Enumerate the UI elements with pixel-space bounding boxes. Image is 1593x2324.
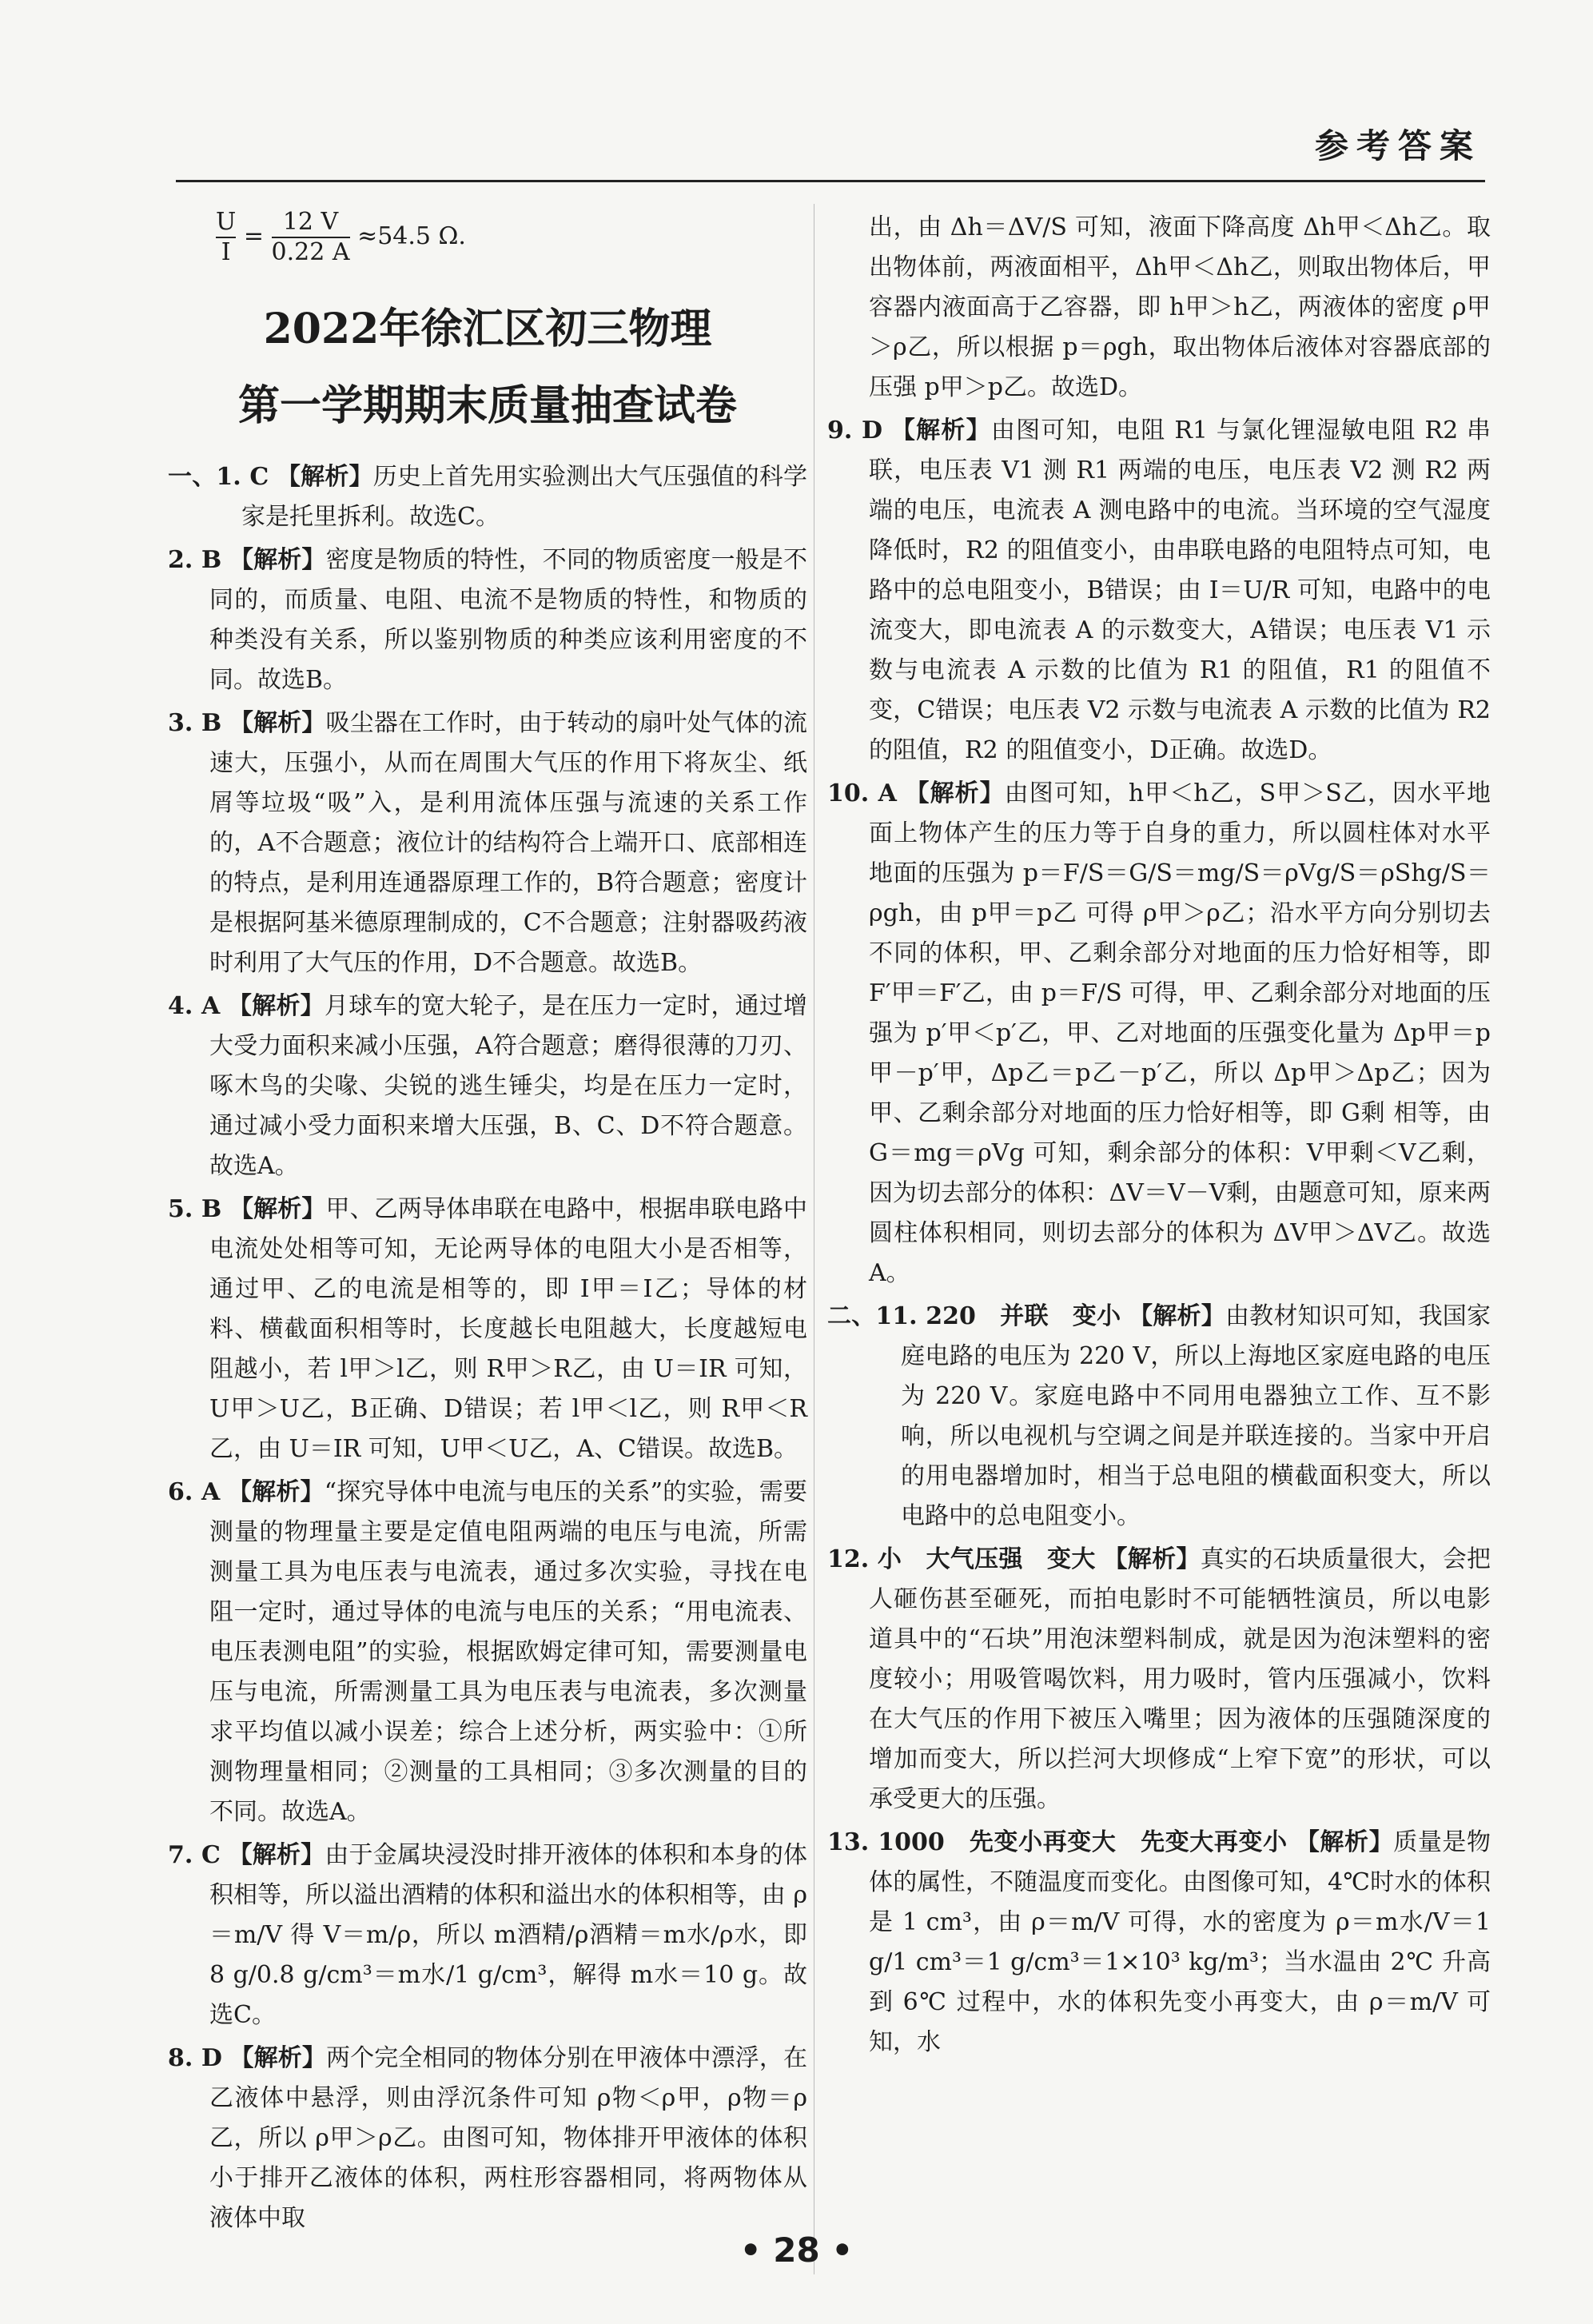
formula-lhs: $\frac{U}{I}$: [216, 208, 237, 266]
answer-text: 两个完全相同的物体分别在甲液体中漂浮，在乙液体中悬浮，则由浮沉条件可知 ρ物＜ρ甲，ρ物＝ρ乙，所以 ρ甲＞ρ乙。由图可知，物体排开甲液体的体积小于排开乙液体的体积，两柱形容器相同，将两物体从液体中取: [209, 2044, 808, 2232]
answer-number: 二、11. 220 并联 变小: [827, 1302, 1121, 1330]
answer-number: 3. B: [168, 709, 222, 737]
answer-text: 密度是物质的特性，不同的物质密度一般是不同的，而质量、电阻、电流不是物质的特性，和物质的种类没有关系，所以鉴别物质的种类应该利用密度的不同。故选B。: [209, 546, 808, 694]
answer-number: 13. 1000 先变小再变大 先变大再变小: [827, 1828, 1288, 1856]
answer-text: 由图可知，电阻 R1 与氯化锂湿敏电阻 R2 串联，电压表 V1 测 R1 两端的电压，电压表 V2 测 R2 两端的电压，电流表 A 测电路中的电流。当环境的空气湿度降低时，R2 的阻值变小，由串联电路的电阻特点可知，电路中的总电阻变小，B错误；由 I＝U/R 可知，电路中的电流变大，即电流表 A 的示数变大，A错误；电压表 V1 示数与电流表 A 示数的比值为 R1 的阻值，R1 的阻值不变，C错误；电压表 V2 示数与电流表 A 示数的比值为 R2 的阻值，R2 的阻值变小，D正确。故选D。: [869, 417, 1491, 764]
answer-text: 由图可知，h甲＜h乙，S甲＞S乙，因水平地面上物体产生的压力等于自身的重力，所以圆柱体对水平地面的压强为 p＝F/S＝G/S＝mg/S＝ρVg/S＝ρShg/S＝ρgh，由 p甲＝p乙 可得 ρ甲＞ρ乙；沿水平方向分别切去不同的体积，甲、乙剩余部分对地面的压力恰好相等，即 F′甲＝F′乙，由 p＝F/S 可得，甲、乙剩余部分对地面的压强为 p′甲＜p′乙，甲、乙对地面的压强变化量为 Δp甲＝p甲－p′甲，Δp乙＝p乙－p′乙，所以 Δp甲＞Δp乙；因为甲、乙剩余部分对地面的压力恰好相等，即 G剩 相等，由 G＝mg＝ρVg 可知，剩余部分的体积：V甲剩＜V乙剩，因为切去部分的体积：ΔV＝V－V剩，由题意可知，原来两圆柱体积相同，则切去部分的体积为 ΔV甲＞ΔV乙。故选A。: [869, 779, 1491, 1287]
analysis-tag: 【解析】: [228, 1841, 325, 1869]
answer-item: [168, 987, 807, 1186]
left-answer-list: [168, 457, 807, 2238]
answer-item: [168, 457, 807, 537]
formula-rhs: $\frac{12 V}{0.22 A}$: [271, 208, 350, 266]
answer-item: [168, 1836, 807, 2035]
answer-number: 6. A: [168, 1478, 221, 1506]
header-title: 参考答案: [1314, 126, 1481, 165]
answer-text: “探究导体中电流与电压的关系”的实验，需要测量的物理量主要是定值电阻两端的电压与电流，所需测量工具为电压表与电流表，通过多次实验，寻找在电阻一定时，通过导体的电流与电压的关系；“用电流表、电压表测电阻”的实验，根据欧姆定律可知，需要测量电压与电流，所需测量工具为电压表与电流表，多次测量求平均值以减小误差；综合上述分析，两实验中：①所测物理量相同；②测量的工具相同；③多次测量的目的不同。故选A。: [209, 1478, 807, 1826]
analysis-tag: 【解析】: [1129, 1302, 1225, 1330]
answer-number: 一、1. C: [168, 463, 269, 491]
left-column: [168, 208, 807, 2242]
header-rule: [176, 180, 1485, 182]
right-column: [827, 208, 1491, 2066]
right-answer-list: [827, 208, 1491, 2063]
answer-number: 12. 小 大气压强 变大: [827, 1545, 1096, 1573]
answer-number: 2. B: [168, 546, 222, 574]
analysis-tag: 【解析】: [229, 1195, 326, 1223]
analysis-tag: 【解析】: [890, 417, 991, 444]
answer-text: 由于金属块浸没时排开液体的体积和本身的体积相等，所以溢出酒精的体积和溢出水的体积相等，由 ρ＝m/V 得 V＝m/ρ，所以 m酒精/ρ酒精＝m水/ρ水，即 8 g/0.8 g/cm³＝m水/1 g/cm³，解得 m水＝10 g。故选C。: [209, 1841, 808, 2029]
answer-text: 真实的石块质量很大，会把人砸伤甚至砸死，而拍电影时不可能牺牲演员，所以电影道具中的“石块”用泡沫塑料制成，就是因为泡沫塑料的密度较小；用吸管喝饮料，用力吸时，管内压强减小，饮料在大气压的作用下被压入嘴里；因为液体的压强随深度的增加而变大，所以拦河大坝修成“上窄下宽”的形状，可以承受更大的压强。: [869, 1545, 1491, 1813]
answer-text: 历史上首先用实验测出大气压强值的科学家是托里拆利。故选C。: [241, 463, 808, 531]
analysis-tag: 【解析】: [1295, 1828, 1394, 1856]
answer-number: 4. A: [168, 992, 221, 1020]
answer-number: 10. A: [827, 779, 897, 807]
analysis-tag: 【解析】: [1103, 1545, 1201, 1573]
answer-item: [827, 1823, 1491, 2063]
analysis-tag: 【解析】: [228, 992, 325, 1020]
answer-item: [827, 1297, 1491, 1537]
answer-text: 质量是物体的属性，不随温度而变化。由图像可知，4℃时水的体积是 1 cm³，由 ρ＝m/V 可得，水的密度为 ρ＝m水/V＝1 g/1 cm³＝1 g/cm³＝1×10³ kg/m³；当水温由 2℃ 升高到 6℃ 过程中，水的体积先变小再变大，由 ρ＝m/V 可知，水: [869, 1828, 1491, 2056]
answer-item: [827, 208, 1491, 408]
answer-text: 吸尘器在工作时，由于转动的扇叶处气体的流速大，压强小，从而在周围大气压的作用下将灰尘、纸屑等垃圾“吸”入，是利用流体压强与流速的关系工作的，A不合题意；液位计的结构符合上端开口、底部相连的特点，是利用连通器原理工作的，B符合题意；密度计是根据阿基米德原理制成的，C不合题意；注射器吸药液时利用了大气压的作用，D不合题意。故选B。: [209, 709, 808, 977]
answer-item: [168, 540, 807, 700]
answer-text: 出，由 Δh＝ΔV/S 可知，液面下降高度 Δh甲＜Δh乙。取出物体前，两液面相平，Δh甲＜Δh乙，则取出物体后，甲容器内液面高于乙容器，即 h甲＞h乙，两液体的密度 ρ甲＞ρ乙，所以根据 p＝ρgh，取出物体后液体对容器底部的压强 p甲＞p乙。故选D。: [869, 213, 1491, 401]
answer-item: [168, 2039, 807, 2238]
answer-text: 月球车的宽大轮子，是在压力一定时，通过增大受力面积来减小压强，A符合题意；磨得很薄的刀刃、啄木鸟的尖喙、尖锐的逃生锤尖，均是在压力一定时，通过减小受力面积来增大压强，B、C、D不符合题意。故选A。: [209, 992, 808, 1180]
answer-number: 5. B: [168, 1195, 222, 1223]
analysis-tag: 【解析】: [905, 779, 1005, 807]
answer-number: 8. D: [168, 2044, 222, 2072]
answer-item: [168, 1473, 807, 1832]
answer-item: [168, 1190, 807, 1469]
answer-number: 9. D: [827, 417, 883, 444]
analysis-tag: 【解析】: [276, 463, 373, 491]
analysis-tag: 【解析】: [229, 2044, 326, 2072]
answer-number: 7. C: [168, 1841, 221, 1869]
analysis-tag: 【解析】: [227, 1478, 325, 1506]
answer-item: [827, 1540, 1491, 1820]
answer-item: [827, 774, 1491, 1294]
analysis-tag: 【解析】: [229, 546, 326, 574]
answer-text: 由教材知识可知，我国家庭电路的电压为 220 V，所以上海地区家庭电路的电压为 220 V。家庭电路中不同用电器独立工作、互不影响，所以电视机与空调之间是并联连接的。当家中开启的用电器增加时，相当于总电阻的横截面积变大，所以电路中的总电阻变小。: [901, 1302, 1491, 1530]
exam-title: 2022年徐汇区初三物理 第一学期期末质量抽查试卷: [237, 305, 737, 430]
answer-text: 甲、乙两导体串联在电路中，根据串联电路中电流处处相等可知，无论两导体的电阻大小是否相等，通过甲、乙的电流是相等的，即 I甲＝I乙；导体的材料、横截面积相等时，长度越长电阻越大，长度越短电阻越小，若 l甲＞l乙，则 R甲＞R乙，由 U＝IR 可知，U甲＞U乙，B正确、D错误；若 l甲＜l乙，则 R甲＜R乙，由 U＝IR 可知，U甲＜U乙，A、C错误。故选B。: [209, 1195, 808, 1463]
answer-item: [168, 704, 807, 983]
analysis-tag: 【解析】: [229, 709, 326, 737]
ohm-formula: $\frac{U}{I}$ = $\frac{12 V}{0.22 A}$ ≈54.5 Ω.: [216, 208, 466, 266]
page-number: • 28 •: [739, 2230, 854, 2270]
answer-item: [827, 411, 1491, 771]
